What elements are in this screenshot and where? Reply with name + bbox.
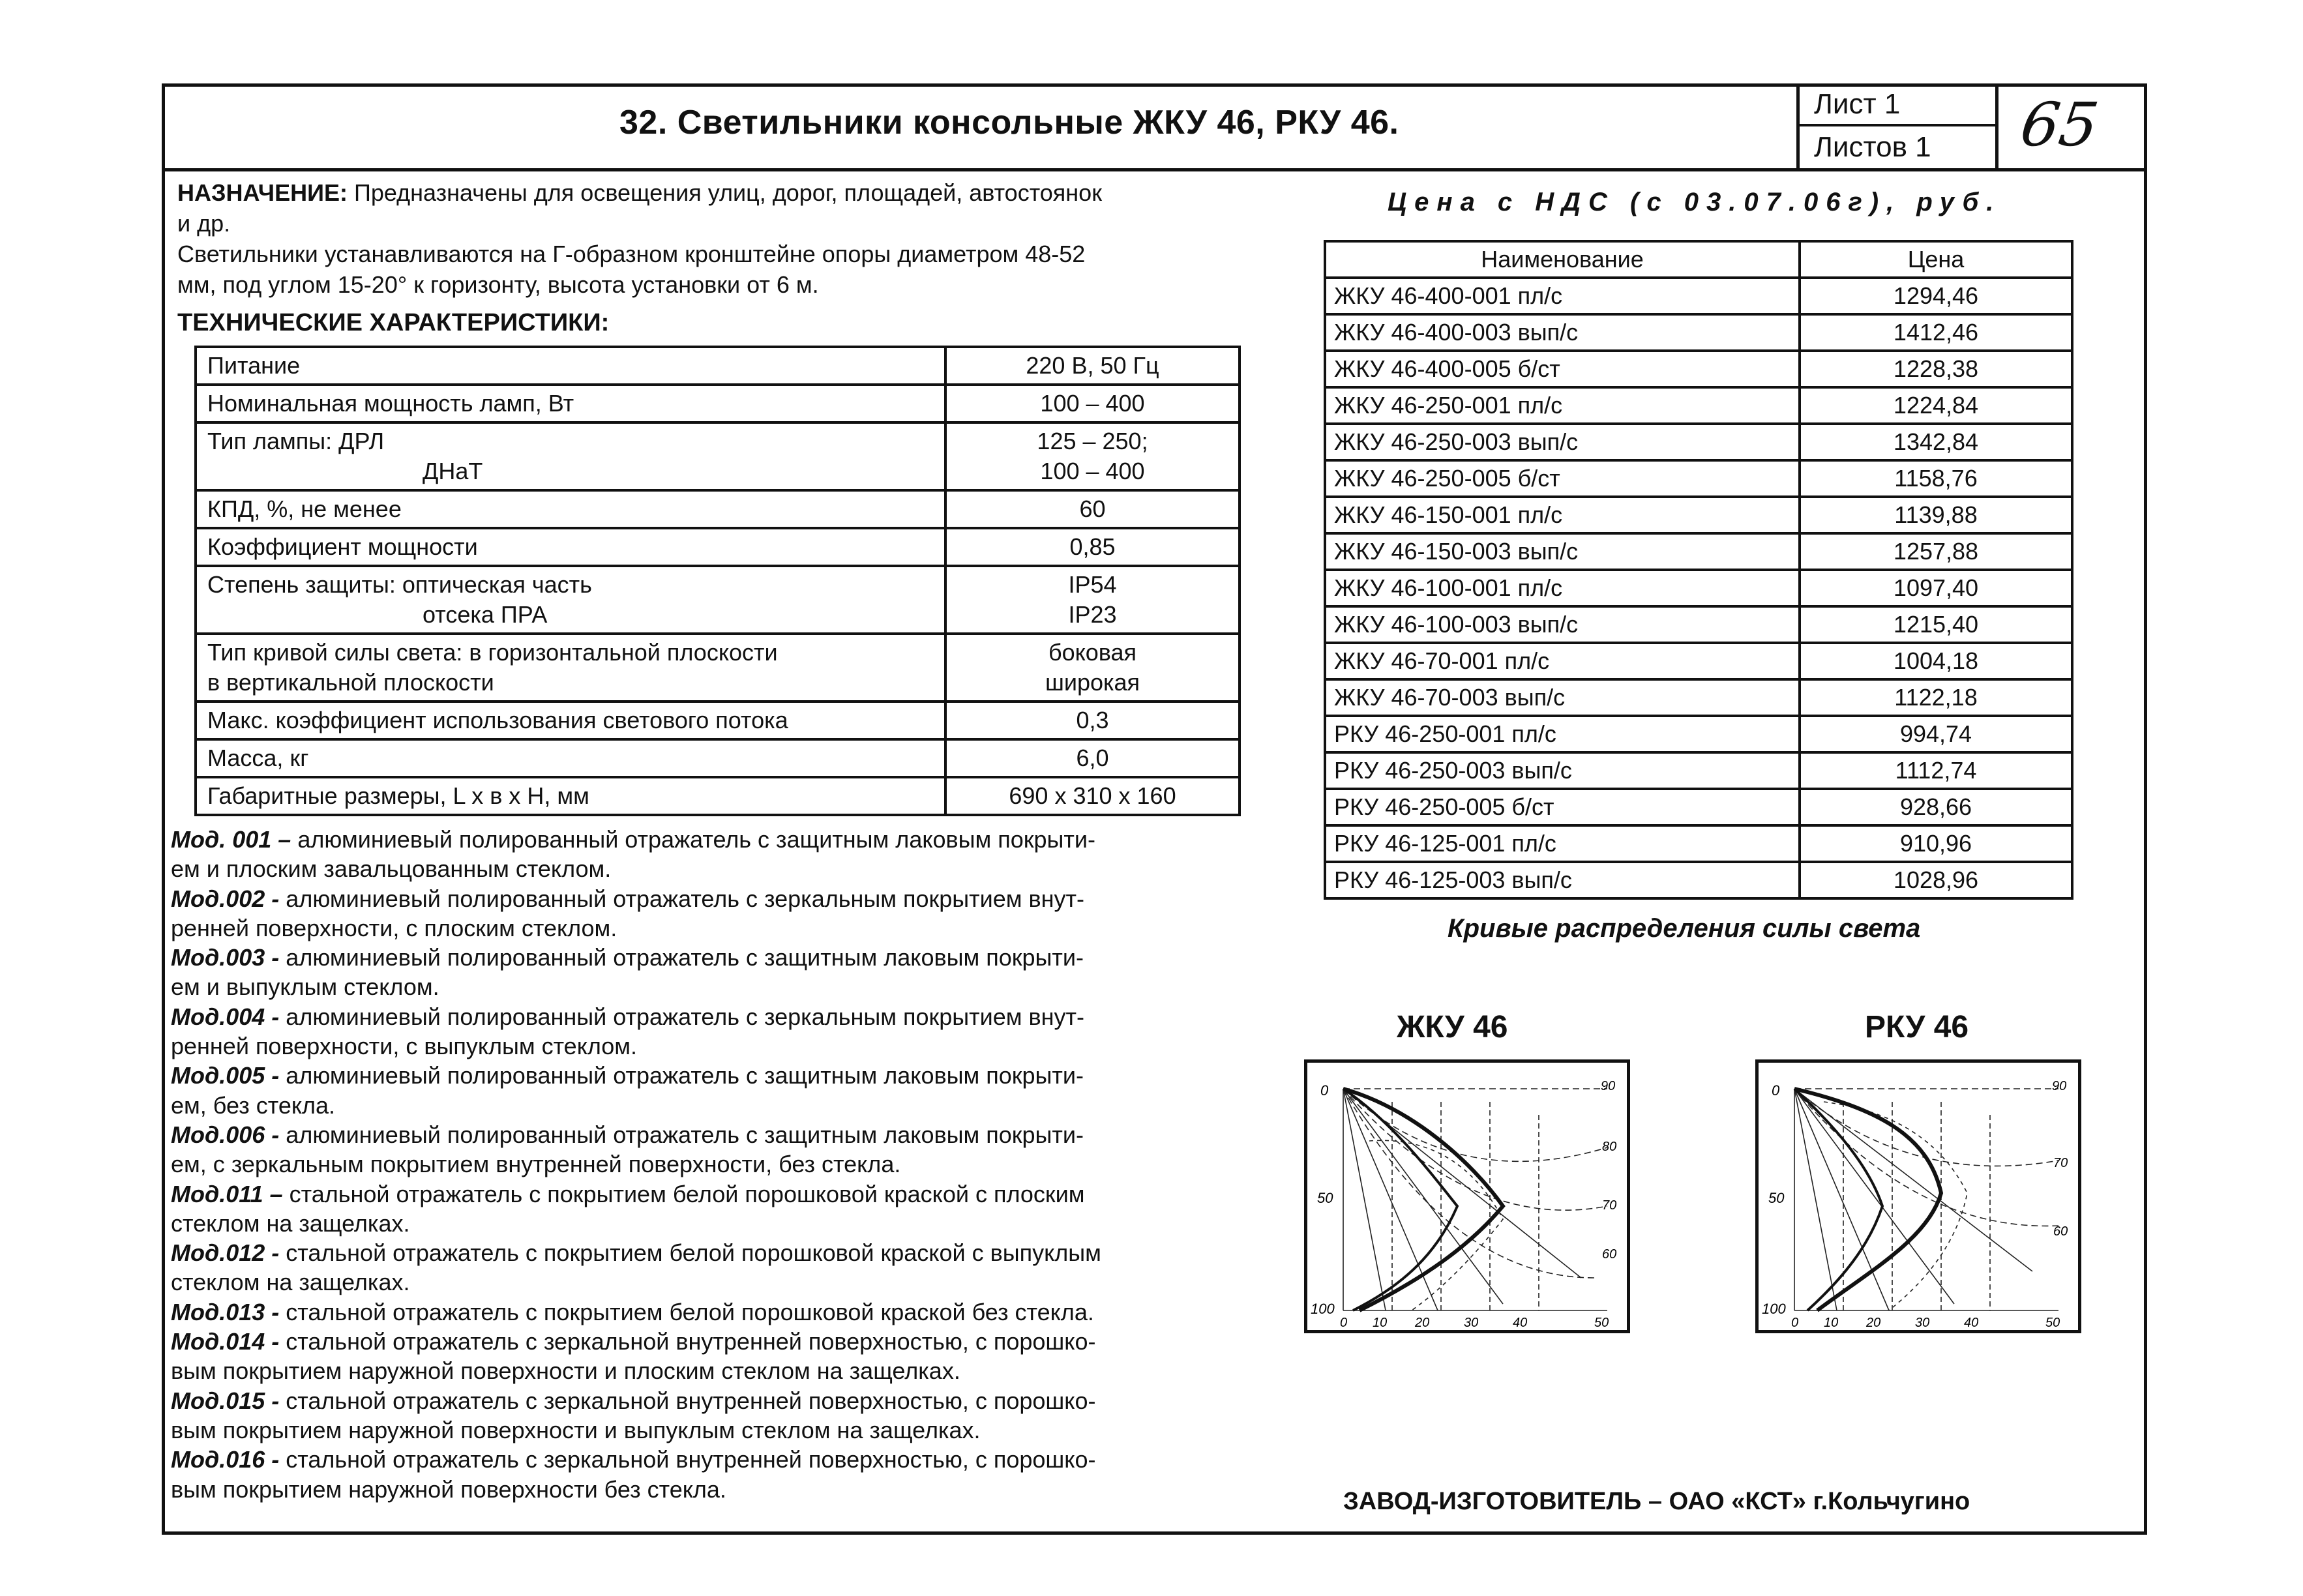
table-row: ЖКУ 46-100-001 пл/с 1097,40 [1325,570,2072,606]
table-row: ЖКУ 46-250-001 пл/с 1224,84 [1325,387,2072,424]
list-item: ем и плоским завальцованным стеклом. [171,855,612,883]
left-curve-label: ЖКУ 46 [1397,1010,1508,1044]
grid-line [1343,1089,1386,1310]
y-tick-label: 50 [1768,1190,1785,1206]
list-item: стеклом на защелках. [171,1269,410,1296]
table-row: Габаритные размеры, L x в x H, мм 690 x 310 x 160 [196,777,1240,815]
modifications-list [171,825,1247,1504]
page-number: 65 [2016,90,2103,160]
y-tick-label: 100 [1311,1301,1335,1317]
table-row: ЖКУ 46-250-003 вып/с 1342,84 [1325,424,2072,460]
angle-tick-label: 90 [1601,1079,1616,1093]
list-item: Мод. 001 – алюминиевый полированный отражатель с защитным лаковым покрыти- [171,826,1096,853]
table-row: РКУ 46-250-001 пл/с 994,74 [1325,716,2072,752]
x-tick-label: 20 [1415,1316,1430,1330]
x-tick-label: 0 [1791,1316,1799,1330]
table-row: Степень защиты: оптическая часть отсека ПРА IP54 IP23 [196,566,1240,634]
table-row: РКУ 46-125-001 пл/с 910,96 [1325,825,2072,862]
purpose-line-4: мм, под углом 15-20° к горизонту, высота установки от 6 м. [177,271,819,298]
specs-title: ТЕХНИЧЕСКИЕ ХАРАКТЕРИСТИКИ: [177,309,610,336]
grid-line [1794,1089,1837,1310]
x-tick-label: 50 [1594,1316,1609,1330]
left-curve-svg [1307,1063,1627,1330]
list-item: ем, без стекла. [171,1091,336,1119]
list-item: Мод.011 – стальной отражатель с покрытием белой порошковой краской с плоским [171,1180,1085,1207]
x-tick-label: 40 [1964,1316,1979,1330]
angle-tick-label: 60 [1602,1247,1617,1262]
list-item: Мод.006 - алюминиевый полированный отражатель с защитным лаковым покрыти- [171,1121,1084,1148]
y-tick-label: 0 [1772,1082,1780,1099]
grid-line [1343,1089,1438,1310]
list-item: Мод.005 - алюминиевый полированный отражатель с защитным лаковым покрыти- [171,1062,1084,1089]
purpose-label: НАЗНАЧЕНИЕ: [177,179,348,206]
table-row: ЖКУ 46-400-001 пл/с 1294,46 [1325,278,2072,314]
specs-table [194,346,1241,816]
list-item: ренней поверхности, с плоским стеклом. [171,914,617,941]
x-tick-label: 30 [1915,1316,1930,1330]
x-tick-label: 20 [1866,1316,1881,1330]
purpose-line-2: и др. [177,210,231,237]
list-item: Мод.004 - алюминиевый полированный отражатель с зеркальным покрытием внут- [171,1003,1085,1030]
manufacturer-footer: ЗАВОД-ИЗГОТОВИТЕЛЬ – ОАО «КСТ» г.Кольчугино [1343,1488,1970,1515]
table-header-row [1325,241,2072,278]
angle-tick-label: 70 [2053,1156,2068,1170]
list-item: вым покрытием наружной поверхности и плоским стеклом на защелках. [171,1357,960,1385]
list-item: Мод.003 - алюминиевый полированный отражатель с защитным лаковым покрыти- [171,944,1084,971]
list-item: ем и выпуклым стеклом. [171,973,439,1001]
x-tick-label: 0 [1340,1316,1348,1330]
sheet-label: Лист 1 [1800,83,1995,126]
list-item: стеклом на защелках. [171,1209,410,1237]
table-row: ЖКУ 46-100-003 вып/с 1215,40 [1325,606,2072,643]
table-row: ЖКУ 46-400-005 б/ст 1228,38 [1325,351,2072,387]
table-row: ЖКУ 46-70-003 вып/с 1122,18 [1325,679,2072,716]
light-curve-secondary [1343,1089,1457,1310]
list-item: ренней поверхности, с выпуклым стеклом. [171,1033,638,1060]
table-row: ЖКУ 46-150-001 пл/с 1139,88 [1325,497,2072,533]
table-row: ЖКУ 46-70-001 пл/с 1004,18 [1325,643,2072,679]
right-curve-svg [1759,1063,2078,1330]
right-curve-label: РКУ 46 [1865,1010,1969,1044]
table-row: КПД, %, не менее 60 [196,490,1240,528]
list-item: Мод.013 - стальной отражатель с покрытием белой порошковой краской без стекла. [171,1298,1094,1325]
list-item: Мод.016 - стальной отражатель с зеркальной внутренней поверхностью, с порошко- [171,1446,1096,1473]
table-row: РКУ 46-250-003 вып/с 1112,74 [1325,752,2072,789]
curves-title: Кривые распределения силы света [1448,914,1921,943]
x-tick-label: 40 [1513,1316,1528,1330]
light-curve-main [1794,1089,1941,1310]
page-title: 32. Светильники консольные ЖКУ 46, РКУ 46. [619,104,1399,141]
list-item: Мод.014 - стальной отражатель с зеркальной внутренней поверхностью, с порошко- [171,1328,1096,1355]
price-table [1324,240,2073,900]
list-item: вым покрытием наружной поверхности и выпуклым стеклом на защелках. [171,1416,981,1443]
table-row: Коэффициент мощности 0,85 [196,528,1240,566]
y-tick-label: 0 [1320,1082,1329,1099]
x-tick-label: 10 [1373,1316,1388,1330]
table-row: ЖКУ 46-150-003 вып/с 1257,88 [1325,533,2072,570]
grid-line [1343,1089,1607,1210]
table-row: Макс. коэффициент использования светового потока 0,3 [196,702,1240,739]
purpose-line-3: Светильники устанавливаются на Г-образном кронштейне опоры диаметром 48-52 [177,241,1086,267]
table-row: Номинальная мощность ламп, Вт 100 – 400 [196,385,1240,422]
column-header-name: Наименование [1325,241,1800,278]
purpose-line-1: НАЗНАЧЕНИЕ: Предназначены для освещения улиц, дорог, площадей, автостоянок [177,179,1102,206]
grid-line [1794,1089,2032,1271]
table-row: РКУ 46-125-003 вып/с 1028,96 [1325,862,2072,898]
list-item: Мод.002 - алюминиевый полированный отражатель с зеркальным покрытием внут- [171,885,1085,912]
angle-tick-label: 60 [2053,1224,2068,1239]
list-item: ем, с зеркальным покрытием внутренней поверхности, без стекла. [171,1151,901,1178]
right-curve-diagram [1755,1059,2081,1333]
x-tick-label: 10 [1824,1316,1839,1330]
list-item: Мод.012 - стальной отражатель с покрытием белой порошковой краской с выпуклым [171,1239,1101,1267]
sheet-info-box [1796,83,1998,170]
angle-tick-label: 70 [1602,1198,1617,1213]
purpose-block [177,177,1247,342]
list-item: вым покрытием наружной поверхности без стекла. [171,1475,726,1503]
table-row: ЖКУ 46-250-005 б/ст 1158,76 [1325,460,2072,497]
left-curve-diagram [1304,1059,1630,1333]
y-tick-label: 100 [1762,1301,1786,1317]
x-tick-label: 30 [1464,1316,1479,1330]
angle-tick-label: 90 [2052,1079,2067,1093]
table-row: ЖКУ 46-400-003 вып/с 1412,46 [1325,314,2072,351]
price-table-title: Цена с НДС (с 03.07.06г), руб. [1388,188,2002,216]
table-row: Масса, кг 6,0 [196,739,1240,777]
table-row: РКУ 46-250-005 б/ст 928,66 [1325,789,2072,825]
list-item: Мод.015 - стальной отражатель с зеркальной внутренней поверхностью, с порошко- [171,1387,1096,1414]
x-tick-label: 50 [2045,1316,2060,1330]
angle-tick-label: 80 [1602,1140,1617,1154]
sheets-count-label: Листов 1 [1814,131,1931,163]
table-row: Тип лампы: ДРЛ ДНаТ 125 – 250; 100 – 400 [196,422,1240,490]
column-header-price: Цена [1800,241,2072,278]
y-tick-label: 50 [1317,1190,1333,1206]
table-row: Тип кривой силы света: в горизонтальной плоскости в вертикальной плоскости боковая широкая [196,634,1240,702]
table-row: Питание 220 В, 50 Гц [196,347,1240,385]
grid-line [1343,1089,1594,1278]
